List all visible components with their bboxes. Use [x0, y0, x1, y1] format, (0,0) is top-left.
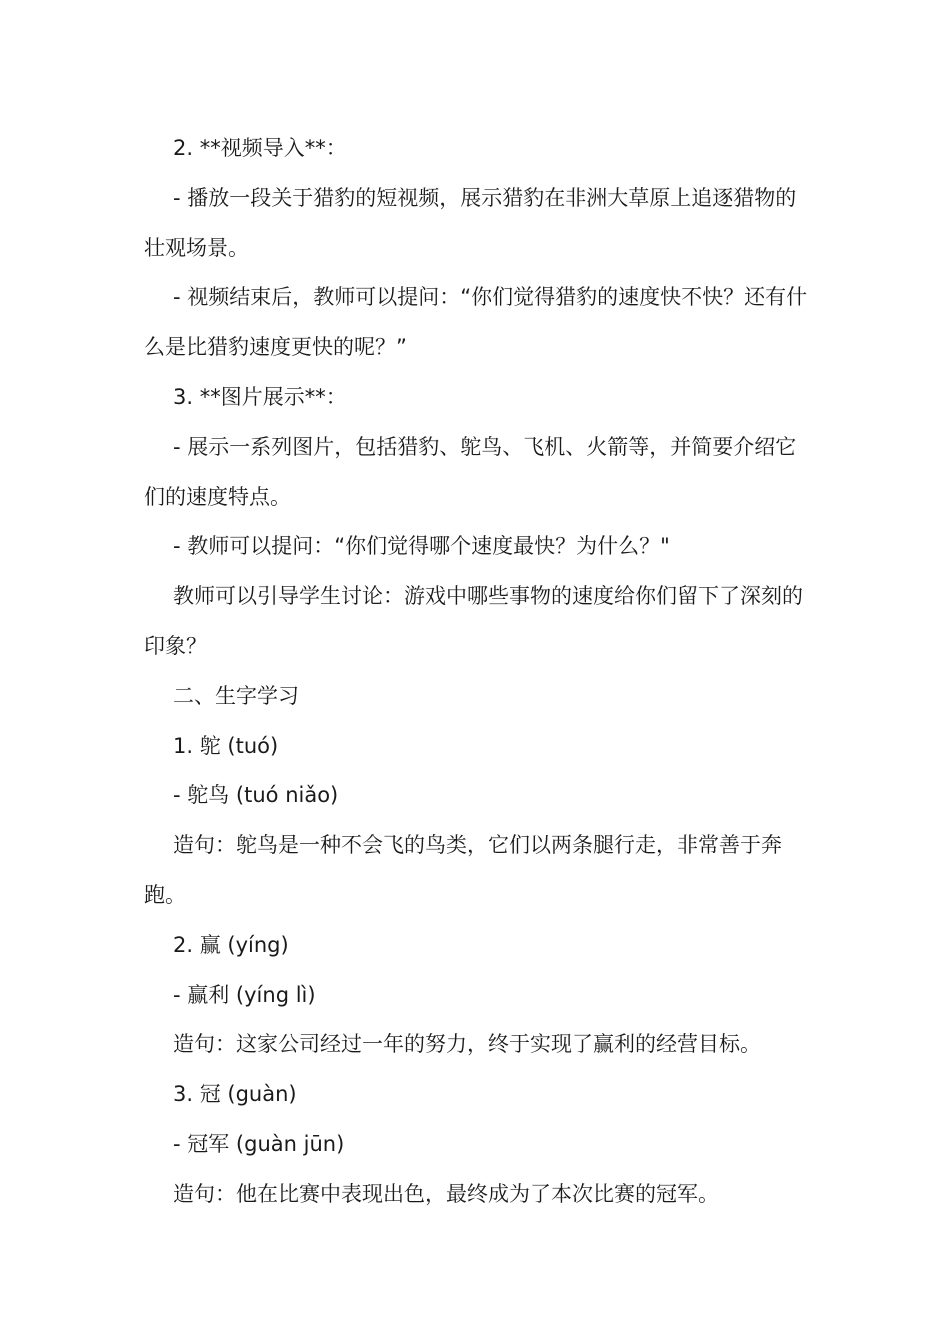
example-sentence-tuoniao: 造句：鸵鸟是一种不会飞的鸟类，它们以两条腿行走，非常善于奔跑。 [144, 833, 782, 907]
section-heading-new-characters: 二、生字学习 [173, 683, 299, 708]
list-item-play-video: - 播放一段关于猎豹的短视频，展示猎豹在非洲大草原上追逐猎物的壮观场景。 [144, 185, 797, 260]
paragraph-discussion-guide: 教师可以引导学生讨论：游戏中哪些事物的速度给你们留下了深刻的印象？ [144, 584, 803, 658]
list-item-teacher-question-fastest: - 教师可以提问：“你们觉得哪个速度最快？为什么？" [173, 534, 670, 559]
section-heading-picture-display: 3. **图片展示**： [173, 384, 347, 409]
example-sentence-yingli: 造句：这家公司经过一年的努力，终于实现了赢利的经营目标。 [173, 1032, 761, 1057]
example-sentence-guanjun: 造句：他在比赛中表现出色，最终成为了本次比赛的冠军。 [173, 1181, 719, 1206]
word-entry-guanjun: - 冠军 (guàn jūn) [173, 1131, 345, 1156]
word-entry-tuoniao: - 鸵鸟 (tuó niǎo) [173, 783, 339, 808]
document-body [144, 124, 808, 1220]
character-entry-ying: 2. 赢 (yíng) [173, 932, 289, 957]
list-item-show-pictures: - 展示一系列图片，包括猎豹、鸵鸟、飞机、火箭等，并简要介绍它们的速度特点。 [144, 434, 797, 509]
character-entry-guan: 3. 冠 (guàn) [173, 1082, 297, 1107]
list-item-teacher-question-speed: - 视频结束后，教师可以提问：“你们觉得猎豹的速度快不快？还有什么是比猎豹速度更快的呢？” [144, 285, 808, 360]
word-entry-yingli: - 赢利 (yíng lì) [173, 982, 316, 1007]
character-entry-tuo: 1. 鸵 (tuó) [173, 733, 279, 758]
section-heading-video-intro: 2. **视频导入**： [173, 136, 347, 160]
